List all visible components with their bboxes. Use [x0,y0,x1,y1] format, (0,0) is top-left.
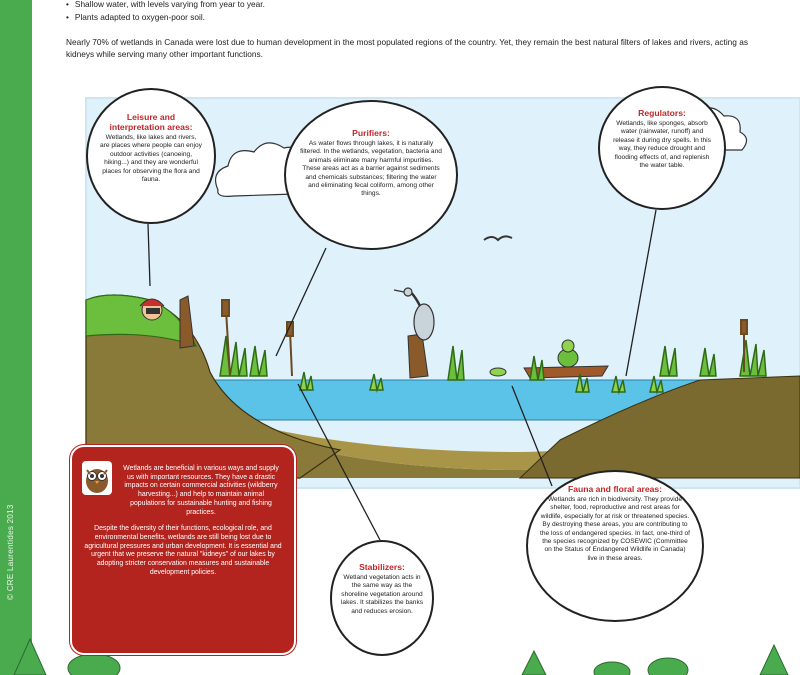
purifiers-bubble [284,100,458,250]
regulators-title: Regulators: [638,108,686,118]
info-box [70,445,296,655]
regulators-text: Wetlands, like sponges, absorb water (rainwater, runoff) and release it during dry spells. In this way, they reduce drought and flooding effects of, and replenish the water table. [613,120,711,170]
owl-icon [82,461,112,495]
info-paragraph-2: Despite the diversity of their functions, ecological role, and environmental benefits, wetlands are still being lost due to agricultural pressures and urban development. It is essential and urgent that we preserve the natural "kidneys" of our lakes by adopting stricter conservation measures and sustainable development policies. [84,525,282,576]
stabilizers-text: Wetland vegetation acts in the same way as the shoreline vegetation around lakes. It stabilizes the banks and reduces erosion. [340,574,424,615]
fauna-bubble [526,470,704,622]
stabilizers-bubble [330,540,434,656]
stabilizers-title: Stabilizers: [359,562,405,572]
intro-paragraph: Nearly 70% of wetlands in Canada were lost due to human development in the most populated regions of the country. Yet, they remain the best natural filters of lakes and rivers, acting as kidneys while serving many other important functions. [66,37,748,59]
copyright-text: © CRE Laurentides 2013 [6,504,15,600]
fauna-text: Wetlands are rich in biodiversity. They provide shelter, food, reproductive and rest areas for wildlife, especially for at risk or threatened species. By destroying these areas, you are contributing to the loss of endangered species. In fact, one-third of the species recognized by COSEWIC (Committee on the Status of Endangered Wildlife in Canada) live in these areas. [540,496,690,562]
info-paragraph-1: Wetlands are beneficial in various ways and supply us with important resources. They have a drastic impacts on certain commercial activities (wildberry harvesting...) and help to maintain animal populations for sustainable hunting and fishing practices. [123,465,279,516]
fauna-title: Fauna and floral areas: [567,484,663,494]
leisure-bubble [86,88,216,224]
purifiers-title: Purifiers: [352,128,390,138]
purifiers-text: As water flows through lakes, it is naturally filtered. In the wetlands, vegetation, bacteria and animals eliminate many harmful impurities. These areas act as a barrier against sediments and chemicals substances; filtering the water and eliminating fecal coliform, among other things. [300,140,442,198]
frog [490,368,506,376]
leisure-text: Wetlands, like lakes and rivers, are places where people can enjoy outdoor activities (canoeing, hiking...) and they are wonderful places for observing the flora and fauna. [100,134,202,184]
bullet-item: • Shallow water, with levels varying from year to year. [66,0,265,11]
bullet-item: • Plants adapted to oxygen-poor soil. [66,11,265,24]
regulators-bubble [598,86,726,210]
leisure-title: Leisure and interpretation areas: [109,112,193,132]
